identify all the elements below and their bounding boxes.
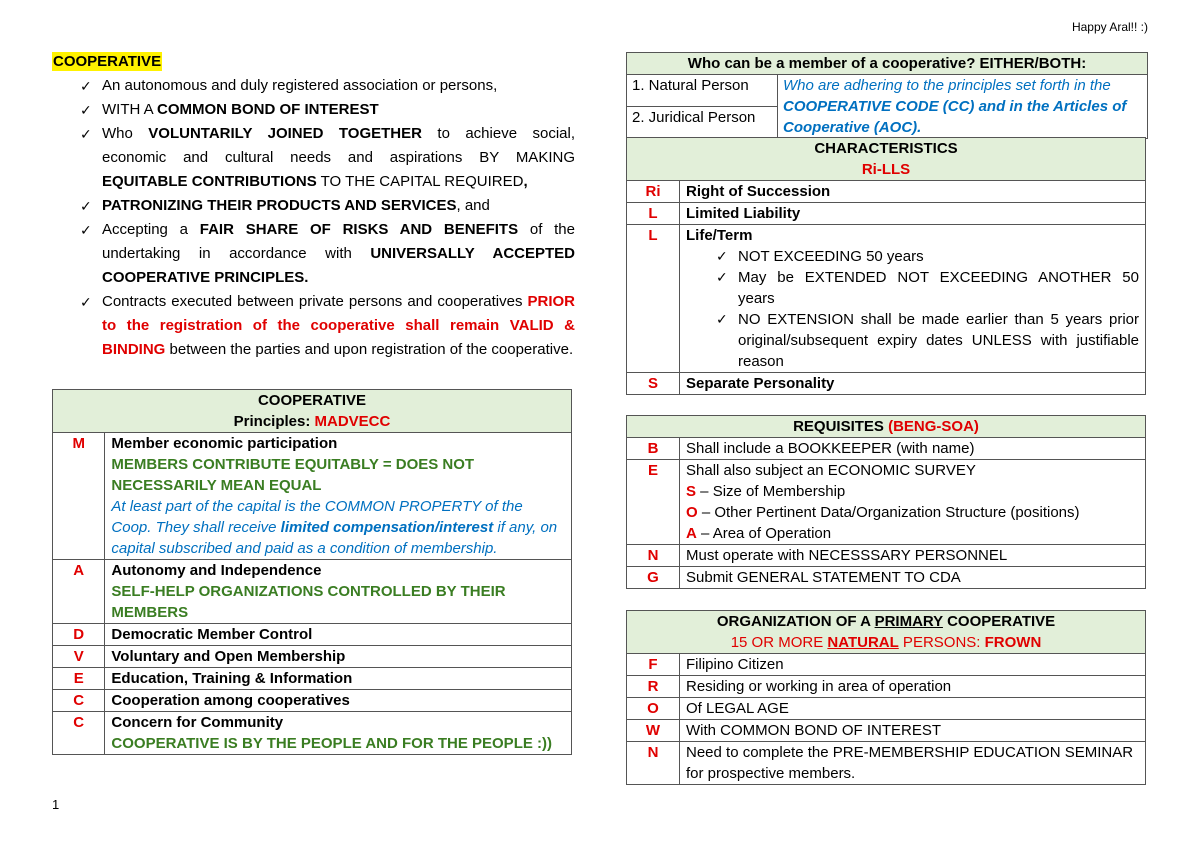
definition-text: FAIR SHARE OF RISKS AND BENEFITS — [199, 221, 519, 238]
characteristics-table — [626, 137, 1146, 395]
principle-description — [105, 668, 572, 690]
cooperative-title: COOPERATIVE — [53, 53, 162, 70]
characteristic-title: Separate Personality — [686, 375, 835, 392]
definition-item — [80, 122, 575, 194]
definition-item — [80, 290, 575, 362]
principle-note-text: limited compensation/interest — [280, 519, 494, 536]
member-type-juridical: 2. Juridical Person — [627, 107, 778, 139]
requisite-line — [686, 567, 1139, 588]
principle-description — [105, 560, 572, 624]
characteristic-description — [680, 373, 1146, 395]
definition-text: EQUITABLE CONTRIBUTIONS — [102, 173, 317, 190]
checkmark-icon: ✓ — [80, 78, 92, 94]
requisite-line — [686, 502, 1139, 523]
definition-text: between the parties and upon registration of the cooperative. — [165, 341, 574, 358]
principle-emphasis: MEMBERS CONTRIBUTE EQUITABLY = DOES NOT NECESSARILY MEAN EQUAL — [111, 456, 475, 494]
characteristic-sublist — [686, 246, 1139, 372]
principles-table — [52, 389, 572, 755]
organization-acronym: FROWN — [984, 634, 1042, 651]
requisite-description — [680, 438, 1146, 460]
characteristic-description — [680, 203, 1146, 225]
definition-text: UNIVERSALLY ACCEPTED COOPERATIVE PRINCIPLES. — [102, 245, 575, 286]
definition-text: PRIOR to the registration of the cooperative shall remain VALID & BINDING — [102, 293, 575, 358]
principle-letter: D — [53, 624, 105, 646]
definition-text: , — [523, 173, 528, 190]
definition-text: PATRONIZING THEIR PRODUCTS AND SERVICES — [102, 197, 457, 214]
requisite-text: Must operate with NECESSSARY PERSONNEL — [686, 547, 1008, 564]
characteristic-row — [627, 181, 1146, 203]
requisite-text: Submit GENERAL STATEMENT TO CDA — [686, 569, 961, 586]
requisite-text: Shall also subject an ECONOMIC SURVEY — [686, 462, 976, 479]
principles-acronym: MADVECC — [314, 413, 391, 430]
checkmark-icon: ✓ — [80, 198, 92, 214]
characteristic-subitem-text: May be EXTENDED NOT EXCEEDING ANOTHER 50 years — [738, 269, 1139, 307]
organization-table — [626, 610, 1146, 785]
requisite-text: Shall include a BOOKKEEPER (with name) — [686, 440, 975, 457]
characteristic-subitem-text: NO EXTENSION shall be made earlier than 5 years prior original/subsequent expiry dates UNLESS with justifiable reason — [738, 311, 1139, 370]
requisite-key: O — [686, 504, 698, 521]
definition-text: VOLUNTARILY JOINED TOGETHER — [148, 125, 422, 142]
principle-title: Cooperation among cooperatives — [111, 692, 350, 709]
principle-note — [111, 496, 565, 559]
organization-letter: O — [627, 698, 680, 720]
members-note — [778, 75, 1148, 139]
organization-letter: F — [627, 654, 680, 676]
principle-row — [53, 433, 572, 560]
requisite-description — [680, 460, 1146, 545]
member-type-natural: 1. Natural Person — [627, 75, 778, 107]
characteristic-row — [627, 225, 1146, 373]
characteristic-row — [627, 373, 1146, 395]
principle-description — [105, 690, 572, 712]
requisite-description — [680, 567, 1146, 589]
principle-row — [53, 668, 572, 690]
principle-row — [53, 690, 572, 712]
members-note-text: Who are adhering to the principles set forth in the — [783, 77, 1111, 94]
organization-text: With COMMON BOND OF INTEREST — [680, 720, 1146, 742]
organization-text: Residing or working in area of operation — [680, 676, 1146, 698]
organization-text: Need to complete the PRE-MEMBERSHIP EDUCATION SEMINAR for prospective members. — [680, 742, 1146, 785]
characteristics-acronym: Ri-LLS — [861, 161, 911, 178]
requisite-letter: G — [627, 567, 680, 589]
requisites-acronym: (BENG-SOA) — [888, 418, 979, 435]
members-table-header: Who can be a member of a cooperative? EITHER/BOTH: — [627, 53, 1148, 75]
principle-title: Democratic Member Control — [111, 626, 313, 643]
organization-letter: R — [627, 676, 680, 698]
principles-header-subtitle: Principles: MADVECC — [233, 413, 391, 430]
characteristic-letter: S — [627, 373, 680, 395]
definition-text: TO THE CAPITAL REQUIRED — [316, 173, 524, 190]
requisite-key: S — [686, 483, 697, 500]
characteristic-description — [680, 181, 1146, 203]
organization-row — [627, 742, 1146, 785]
organization-row — [627, 654, 1146, 676]
characteristic-subitem-text: NOT EXCEEDING 50 years — [738, 248, 924, 265]
definition-item — [80, 194, 575, 218]
characteristic-title: Right of Succession — [686, 183, 831, 200]
organization-header-title: ORGANIZATION OF A PRIMARY COOPERATIVE — [716, 613, 1056, 630]
characteristics-table-header — [627, 138, 1146, 181]
header-note: Happy Aral!! :) — [1071, 20, 1148, 34]
organization-row — [627, 676, 1146, 698]
requisite-line — [686, 460, 1139, 481]
characteristic-subitem — [686, 267, 1139, 309]
checkmark-icon: ✓ — [80, 222, 92, 238]
requisite-line — [686, 438, 1139, 459]
definition-text: of the undertaking in accordance with — [102, 221, 575, 262]
definition-text: , and — [456, 197, 490, 214]
requisite-description — [680, 545, 1146, 567]
characteristic-subitem — [686, 309, 1139, 372]
definition-text: Accepting a — [102, 221, 200, 238]
checkmark-icon: ✓ — [80, 102, 92, 118]
requisite-row — [627, 567, 1146, 589]
organization-table-header — [627, 611, 1146, 654]
definition-text: An autonomous and duly registered association or persons, — [102, 77, 498, 94]
principle-letter: C — [53, 712, 105, 755]
characteristic-letter: Ri — [627, 181, 680, 203]
requisite-text: – Area of Operation — [696, 525, 832, 542]
principle-title: Member economic participation — [111, 435, 338, 452]
requisite-line — [686, 523, 1139, 544]
characteristic-title: Limited Liability — [686, 205, 801, 222]
principles-header-title: COOPERATIVE — [257, 392, 367, 409]
requisite-line — [686, 481, 1139, 502]
organization-letter: W — [627, 720, 680, 742]
principles-table-header — [53, 390, 572, 433]
requisite-letter: N — [627, 545, 680, 567]
requisite-letter: E — [627, 460, 680, 545]
checkmark-icon: ✓ — [716, 269, 728, 285]
organization-text: Of LEGAL AGE — [680, 698, 1146, 720]
page-number: 1 — [52, 797, 60, 812]
organization-row — [627, 720, 1146, 742]
principle-letter: A — [53, 560, 105, 624]
definition-item — [80, 98, 575, 122]
principle-note-text: if any, on capital subscribed and paid as a condition of membership. — [111, 519, 558, 557]
requisite-line — [686, 545, 1139, 566]
members-table — [626, 52, 1148, 139]
characteristic-description — [680, 225, 1146, 373]
definition-item — [80, 74, 575, 98]
principle-letter: V — [53, 646, 105, 668]
characteristic-title: Life/Term — [686, 227, 753, 244]
characteristic-subitem — [686, 246, 1139, 267]
characteristic-letter: L — [627, 203, 680, 225]
definition-text: Who — [102, 125, 149, 142]
characteristics-header-title: CHARACTERISTICS — [814, 140, 958, 157]
principle-letter: C — [53, 690, 105, 712]
organization-row — [627, 698, 1146, 720]
definition-text: Contracts executed between private persons and cooperatives — [102, 293, 528, 310]
characteristic-row — [627, 203, 1146, 225]
principle-title: Autonomy and Independence — [111, 562, 322, 579]
requisites-table — [626, 415, 1146, 589]
principle-description — [105, 712, 572, 755]
principle-row — [53, 712, 572, 755]
principle-letter: M — [53, 433, 105, 560]
requisite-row — [627, 438, 1146, 460]
checkmark-icon: ✓ — [80, 294, 92, 310]
principle-description — [105, 646, 572, 668]
members-note-text: COOPERATIVE CODE (CC) and in the Articles of Cooperative (AOC). — [783, 98, 1127, 136]
checkmark-icon: ✓ — [716, 248, 728, 264]
requisite-key: A — [686, 525, 697, 542]
definition-text: WITH A — [102, 101, 158, 118]
checkmark-icon: ✓ — [80, 126, 92, 142]
definition-text: COMMON BOND OF INTEREST — [157, 101, 379, 118]
principle-row — [53, 560, 572, 624]
organization-letter: N — [627, 742, 680, 785]
principle-description — [105, 624, 572, 646]
principle-row — [53, 646, 572, 668]
principle-emphasis: SELF-HELP ORGANIZATIONS CONTROLLED BY THEIR MEMBERS — [111, 583, 506, 621]
principle-row — [53, 624, 572, 646]
organization-header-subtitle: 15 OR MORE NATURAL PERSONS: FROWN — [730, 634, 1042, 651]
definition-text: to achieve social, economic and cultural needs and aspirations BY MAKING — [102, 125, 575, 166]
requisite-row — [627, 460, 1146, 545]
requisite-text: – Size of Membership — [696, 483, 846, 500]
characteristic-letter: L — [627, 225, 680, 373]
principle-title: Voluntary and Open Membership — [111, 648, 346, 665]
cooperative-definition-list — [80, 74, 575, 362]
requisite-text: – Other Pertinent Data/Organization Structure (positions) — [697, 504, 1080, 521]
requisite-row — [627, 545, 1146, 567]
principle-title: Education, Training & Information — [111, 670, 353, 687]
requisites-table-header: REQUISITES (BENG-SOA) — [627, 416, 1146, 438]
organization-text: Filipino Citizen — [680, 654, 1146, 676]
definition-item — [80, 218, 575, 290]
principle-letter: E — [53, 668, 105, 690]
principle-note-text: At least part of the capital is the COMMON PROPERTY of the Coop. They shall receive — [111, 498, 523, 536]
principle-title: Concern for Community — [111, 714, 284, 731]
requisite-letter: B — [627, 438, 680, 460]
principle-description — [105, 433, 572, 560]
checkmark-icon: ✓ — [716, 311, 728, 327]
principle-emphasis: COOPERATIVE IS BY THE PEOPLE AND FOR THE PEOPLE :)) — [111, 735, 553, 752]
